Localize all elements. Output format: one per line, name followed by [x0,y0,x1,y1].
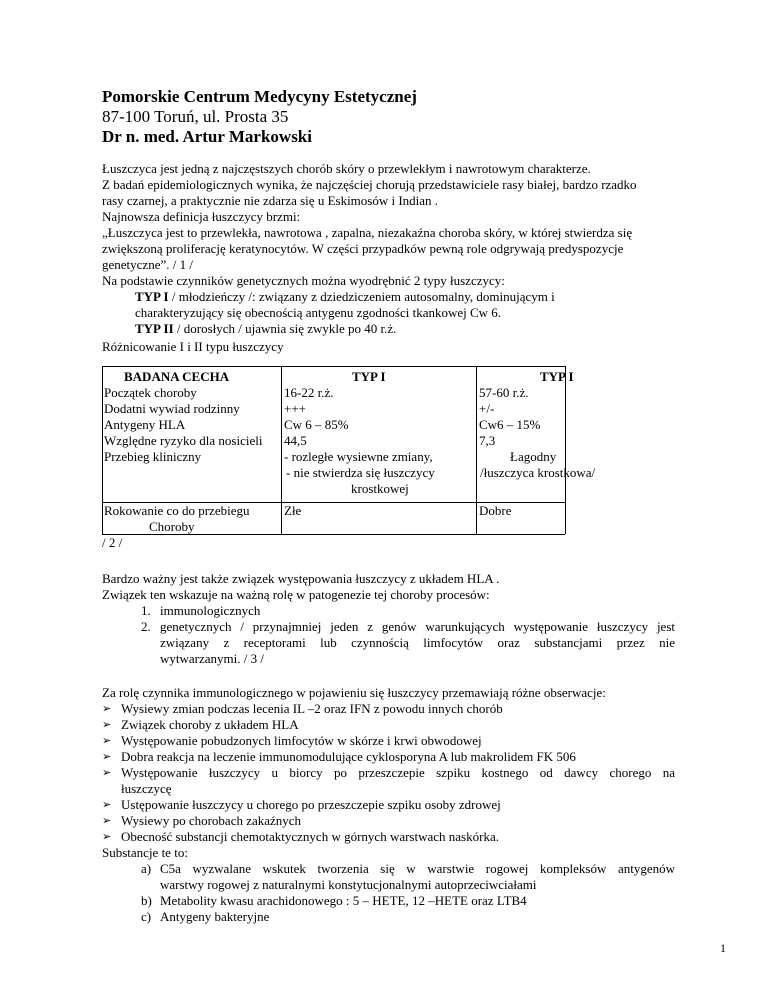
bullet-item: Obecność substancji chemotaktycznych w górnych warstwach naskórka. [121,829,499,844]
intro-line: rasy czarnej, a praktycznie nie zdarza się u Eskimosów i Indian . [102,193,439,208]
type1-text: / młodzieńczy /: związany z dziedziczeniem autosomalny, dominującym i [168,289,555,304]
table-cell: Choroby [149,519,195,534]
table-cell: Początek choroby [104,385,197,400]
hla-line: Związek ten wskazuje na ważną rolę w patogenezie tej choroby procesów: [102,587,490,602]
type1-description-cont: charakteryzujący się obecnością antygenu zgodności tkankowej Cw 6. [135,305,502,320]
table-cell: Cw 6 – 85% [284,417,349,432]
table-cell: 7,3 [479,433,496,448]
table-cell: 57-60 r.ż. [479,385,529,400]
table-cell: krostkowej [351,481,409,496]
clinic-address: 87-100 Toruń, ul. Prosta 35 [102,107,289,126]
table-cell: 16-22 r.ż. [284,385,334,400]
table-col-divider [281,502,282,534]
table-cell: Względne ryzyko dla nosicieli [104,433,263,448]
list-item: immunologicznych [160,603,261,618]
bullet-arrow-icon: ➢ [102,831,112,843]
table-col-divider [476,502,477,534]
bullet-item: Ustępowanie łuszczycy u chorego po przeszczepie szpiku osoby zdrowej [121,797,501,812]
table-reference: / 2 / [102,535,123,550]
type2-text: / dorosłych / ujawnia się zwykle po 40 r.ż. [173,321,397,336]
doctor-name: Dr n. med. Artur Markowski [102,127,312,146]
table-col-divider [476,366,477,502]
table-cell: Rokowanie co do przebiegu [104,503,250,518]
substance-item: warstwy rogowej z naturalnymi konstytucjonalnymi autoprzeciwciałami [160,877,537,892]
table-left-border [102,502,103,534]
immuno-intro: Za rolę czynnika immunologicznego w pojawieniu się łuszczycy przemawiają różne obserwacje: [102,685,606,700]
substance-item: Metabolity kwasu arachidonowego : 5 – HETE, 12 –HETE oraz LTB4 [160,893,527,908]
list-item: wytwarzanymi. / 3 / [160,651,264,666]
list-letter: c) [141,909,152,924]
type2-label: TYP II [135,321,174,336]
substance-item: Antygeny bakteryjne [160,909,270,924]
table-header-cell: BADANA CECHA [124,369,230,384]
list-letter: a) [141,861,152,876]
bullet-item: Występowanie łuszczycy u biorcy po przeszczepie szpiku kostnego od dawcy chorego na [121,765,675,780]
bullet-item-cont: łuszczycę [121,781,172,796]
type2-description [135,321,396,337]
list-number: 2. [141,619,151,634]
list-item: związany z receptorami lub czynnością limfocytów oraz substancjami przez nie [160,635,675,650]
intro-line: Łuszczyca jest jedną z najczęstszych chorób skóry o przewlekłym i nawrotowym charakterze. [102,161,591,176]
list-item: genetycznych / przynajmniej jeden z genów warunkujących występowanie łuszczycy jest [160,619,675,634]
table-header-cell: TYP I [352,369,386,384]
bullet-item: Dobra reakcja na leczenie immunomodulujące cyklosporyna A lub makrolidem FK 506 [121,749,576,764]
bullet-arrow-icon: ➢ [102,799,112,811]
table-right-border [565,502,566,534]
table-right-border [565,366,566,502]
table-cell: Dodatni wywiad rodzinny [104,401,240,416]
table-bottom-border [102,534,565,535]
bullet-arrow-icon: ➢ [102,751,112,763]
bullet-arrow-icon: ➢ [102,735,112,747]
intro-line: Na podstawie czynników genetycznych można wyodrębnić 2 typy łuszczycy: [102,273,505,288]
bullet-arrow-icon: ➢ [102,703,112,715]
bullet-arrow-icon: ➢ [102,767,112,779]
table-caption: Różnicowanie I i II typu łuszczycy [102,339,284,354]
table-cell: - rozległe wysiewne zmiany, [284,449,433,464]
page-number: 1 [720,941,726,955]
list-letter: b) [141,893,152,908]
bullet-arrow-icon: ➢ [102,719,112,731]
hla-line: Bardzo ważny jest także związek występowania łuszczycy z układem HLA . [102,571,500,586]
table-cell: Przebieg kliniczny [104,449,202,464]
bullet-item: Występowanie pobudzonych limfocytów w skórze i krwi obwodowej [121,733,482,748]
table-cell: Antygeny HLA [104,417,186,432]
table-col-divider [281,366,282,502]
intro-line: Z badań epidemiologicznych wynika, że najczęściej chorują przedstawiciele rasy białej, bardzo rzadko [102,177,637,192]
table-cell: 44,5 [284,433,307,448]
type1-description [135,289,555,305]
table-cell: Cw6 – 15% [479,417,541,432]
substances-heading: Substancje te to: [102,845,188,860]
intro-line: Najnowsza definicja łuszczycy brzmi: [102,209,301,224]
bullet-arrow-icon: ➢ [102,815,112,827]
bullet-item: Związek choroby z układem HLA [121,717,299,732]
table-cell: - nie stwierdza się łuszczycy [286,465,435,480]
table-cell: Łagodny [510,449,557,464]
list-number: 1. [141,603,151,618]
table-left-border [102,366,103,502]
table-cell: Złe [284,503,302,518]
bullet-item: Wysiewy po chorobach zakaźnych [121,813,302,828]
table-top-border [102,366,565,367]
bullet-item: Wysiewy zmian podczas lecenia IL –2 oraz IFN z powodu innych chorób [121,701,503,716]
clinic-name: Pomorskie Centrum Medycyny Estetycznej [102,87,417,106]
substance-item: C5a wyzwalane wskutek tworzenia się w warstwie rogowej kompleksów antygenów [160,861,675,876]
table-header-cell: TYP I [540,369,574,384]
definition-line: „Łuszczyca jest to przewlekła, nawrotowa , zapalna, niezakaźna choroba skóry, w której stwierdza się [102,225,633,240]
table-cell: +/- [479,401,495,416]
table-cell: Dobre [479,503,512,518]
type1-label: TYP I [135,289,169,304]
table-cell: /łuszczyca krostkowa/ [480,465,596,480]
definition-line: zwiększoną proliferację keratynocytów. W części przypadków pewną role odgrywają predyspozycje [102,241,624,256]
definition-line: genetyczne”. / 1 / [102,257,193,272]
table-cell: +++ [284,401,306,416]
